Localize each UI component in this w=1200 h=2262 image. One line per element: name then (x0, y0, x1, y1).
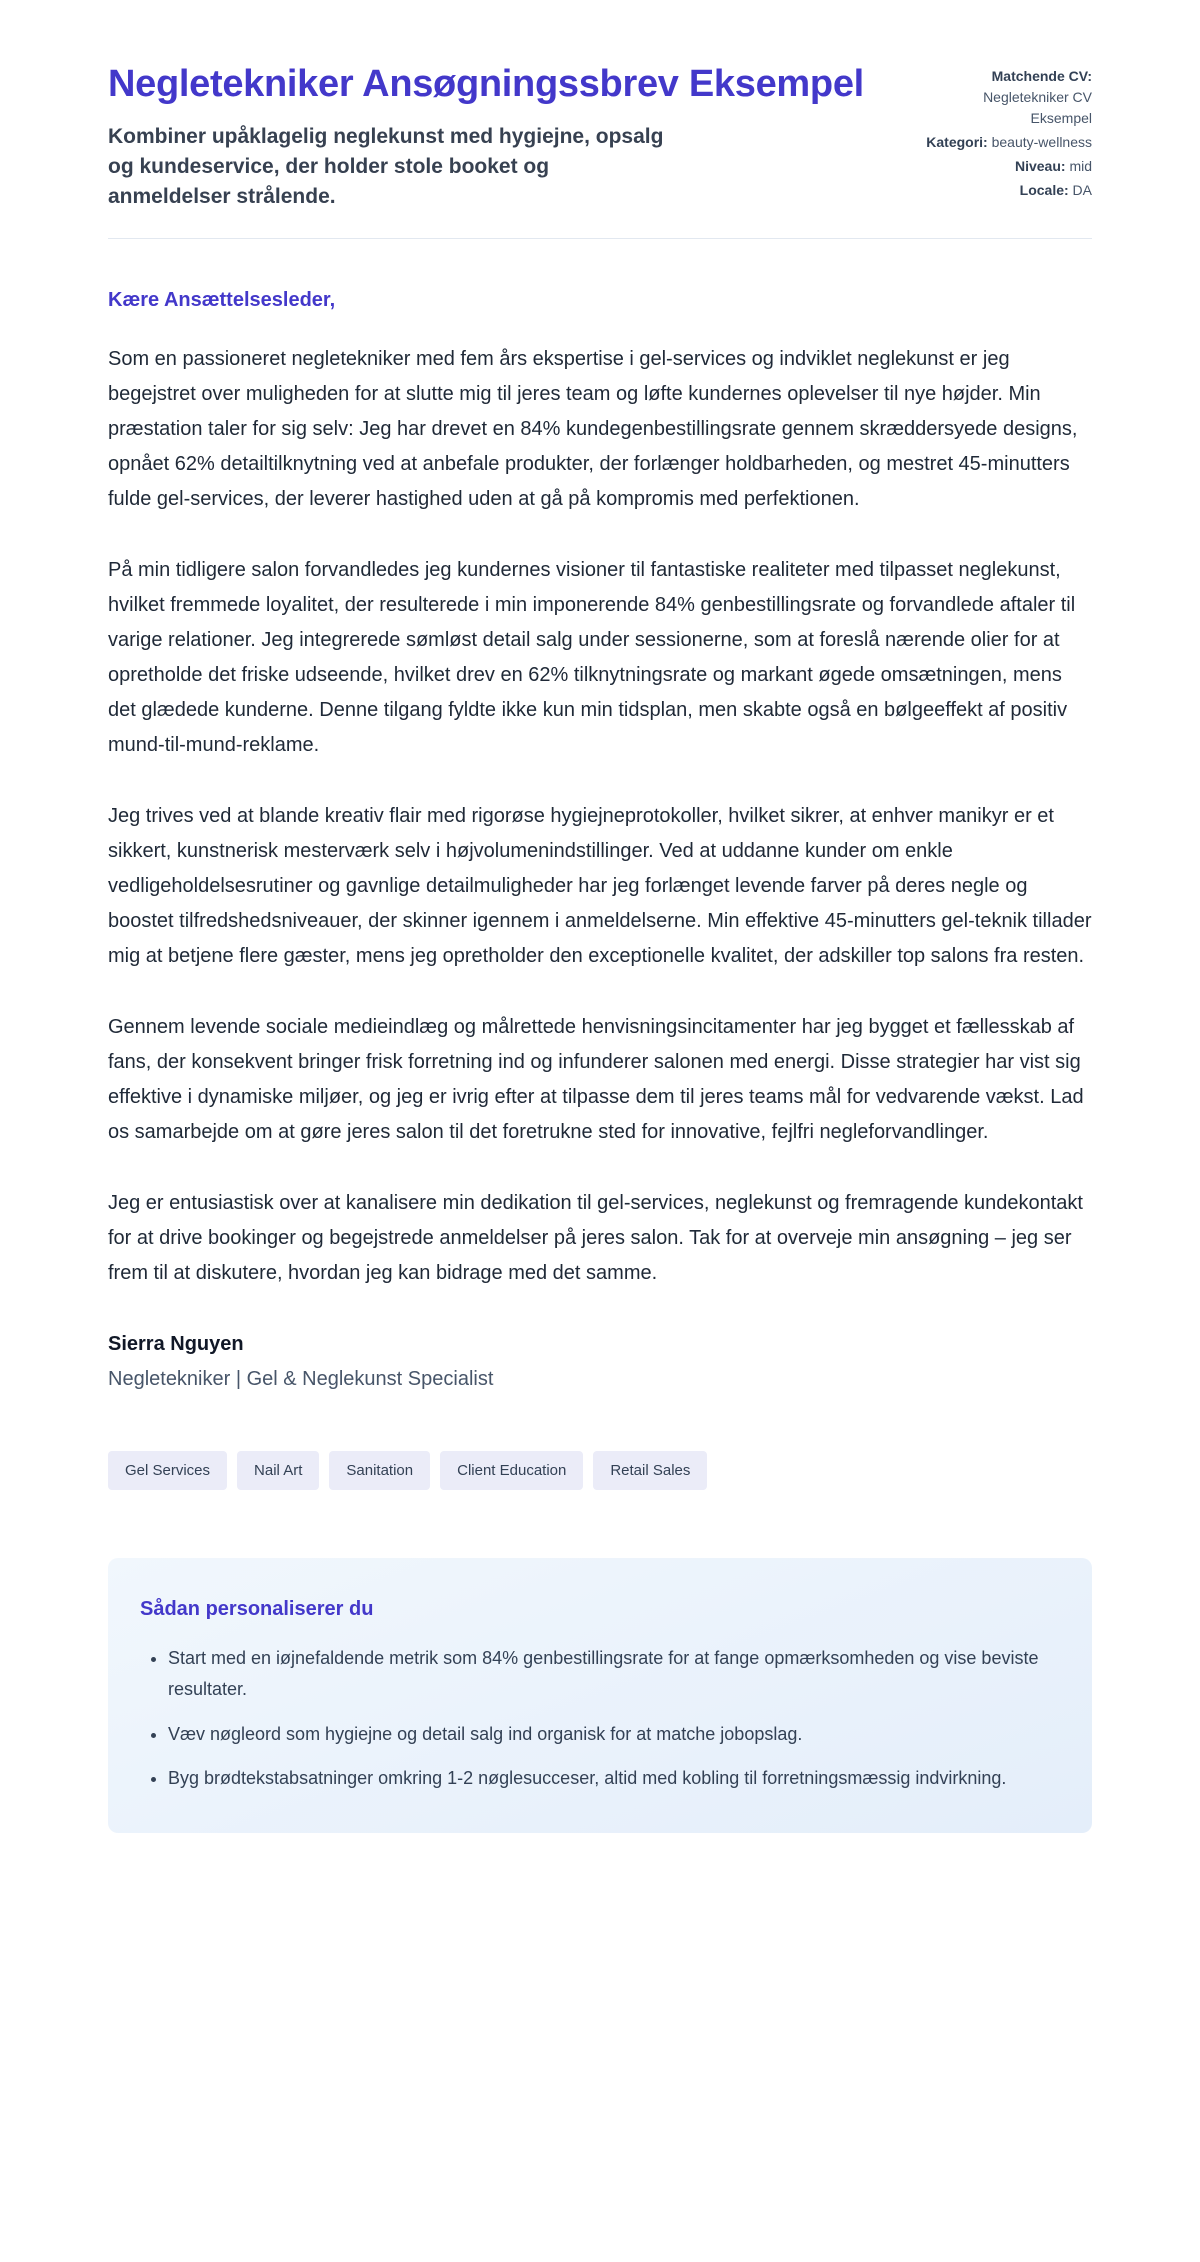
page-subtitle: Kombiner upåklagelig neglekunst med hygiejne, opsalg og kundeservice, der holder stole booket og anmeldelser strålende. (108, 125, 664, 208)
tips-title: Sådan personaliserer du (140, 1597, 374, 1620)
letter-paragraph: På min tidligere salon forvandledes jeg kundernes visioner til fantastiske realiteter med tilpasset neglekunst, hvilket fremmede loyalitet, der resulterede i min imponerende 84% genbestillingsrate og forvandlede aftaler til varige relationer. Jeg integrerede sømløst detail salg under sessionerne, som at foreslå nærende olier for at opretholde det friske udseende, hvilket drev en 62% tilknytningsrate og markant øgede omsætningen, mens det glædede kunderne. Denne tilgang fyldte ikke kun min tidsplan, men skabte også en bølgeeffekt af positiv mund-til-mund-reklame. (108, 558, 1076, 756)
tips-list (140, 1643, 1056, 1795)
skill-tag: Sanitation (329, 1451, 430, 1490)
personalization-tips-box (108, 1558, 1092, 1833)
header-divider (108, 238, 1092, 239)
meta-value: DA (1072, 182, 1092, 198)
skill-tag: Client Education (440, 1451, 583, 1490)
tip-item: • Byg brødtekstabsatninger omkring 1-2 nøglesucceser, altid med kobling til forretningsmæssig indvirkning. (168, 1763, 1056, 1795)
meta-value: beauty-wellness (991, 134, 1092, 150)
meta-label: Matchende CV: (991, 68, 1092, 84)
meta-value: Negletekniker CV Eksempel (983, 89, 1092, 126)
letter-paragraph: Jeg er entusiastisk over at kanalisere min dedikation til gel-services, neglekunst og fremragende kundekontakt for at drive bookinger og begejstrede anmeldelser på jeres salon. Tak for at overveje min ansøgning – jeg ser frem til at diskutere, hvordan jeg kan bidrage med det samme. (108, 1191, 1083, 1284)
meta-value: mid (1069, 158, 1092, 174)
tip-item: • Start med en iøjnefaldende metrik som 84% genbestillingsrate for at fange opmærksomheden og vise beviste resultater. (168, 1643, 1056, 1706)
skill-tag: Retail Sales (593, 1451, 707, 1490)
letter-paragraphs (108, 342, 1092, 1291)
cover-letter-page (108, 0, 1092, 1911)
letter-paragraph: Som en passioneret negletekniker med fem års ekspertise i gel-services og indviklet neglekunst er jeg begejstret over muligheden for at slutte mig til jeres team og løfte kundernes oplevelser til nye højder. Min præstation taler for sig selv: Jeg har drevet en 84% kundegenbestillingsrate gennem skræddersyede designs, opnået 62% detailtilknytning ved at anbefale produkter, der forlænger holdbarheden, og mestret 45-minutters fulde gel-services, der leverer hastighed uden at gå på kompromis med perfektionen. (108, 347, 1078, 510)
meta-row (922, 132, 1092, 153)
greeting: Kære Ansættelsesleder, (108, 288, 336, 311)
meta-label: Niveau: (1014, 158, 1066, 174)
meta-row (922, 180, 1092, 201)
meta-row (922, 66, 1092, 129)
header (108, 60, 1092, 212)
signature-role: Negletekniker | Gel & Neglekunst Specialist (108, 1367, 494, 1390)
meta-panel (922, 60, 1092, 204)
meta-label: Kategori: (926, 134, 988, 150)
letter-paragraph: Gennem levende sociale medieindlæg og målrettede henvisningsincitamenter har jeg bygget et fællesskab af fans, der konsekvent bringer frisk forretning ind og infunderer salonen med energi. Disse strategier har vist sig effektive i dynamiske miljøer, og jeg er ivrig efter at tilpasse dem til jeres teams mål for vedvarende vækst. Lad os samarbejde om at gøre jeres salon til det foretrukne sted for innovative, fejlfri negleforvandlinger. (108, 1015, 1084, 1143)
letter-paragraph: Jeg trives ved at blande kreativ flair med rigorøse hygiejneprotokoller, hvilket sikrer, at enhver manikyr er et sikkert, kunstnerisk mesterværk selv i højvolumenindstillinger. Ved at uddanne kunder om enkle vedligeholdelsesrutiner og gavnlige detailmuligheder har jeg forlænget levende farver på deres negle og boostet tilfredshedsniveauer, der skinner igennem i anmeldelserne. Min effektive 45-minutters gel-teknik tillader mig at betjene flere gæster, mens jeg opretholder den exceptionelle kvalitet, der adskiller top salons fra resten. (108, 804, 1092, 967)
skill-tag: Gel Services (108, 1451, 227, 1490)
meta-row (922, 156, 1092, 177)
tip-item: • Væv nøgleord som hygiejne og detail salg ind organisk for at matche jobopslag. (168, 1719, 1056, 1751)
letter-body (108, 289, 1092, 1391)
skill-tag: Nail Art (237, 1451, 319, 1490)
meta-label: Locale: (1019, 182, 1069, 198)
header-text-block (108, 60, 882, 212)
signature-name: Sierra Nguyen (108, 1332, 244, 1355)
skill-tags (108, 1451, 1092, 1490)
page-title: Negletekniker Ansøgningssbrev Eksempel (108, 63, 864, 105)
